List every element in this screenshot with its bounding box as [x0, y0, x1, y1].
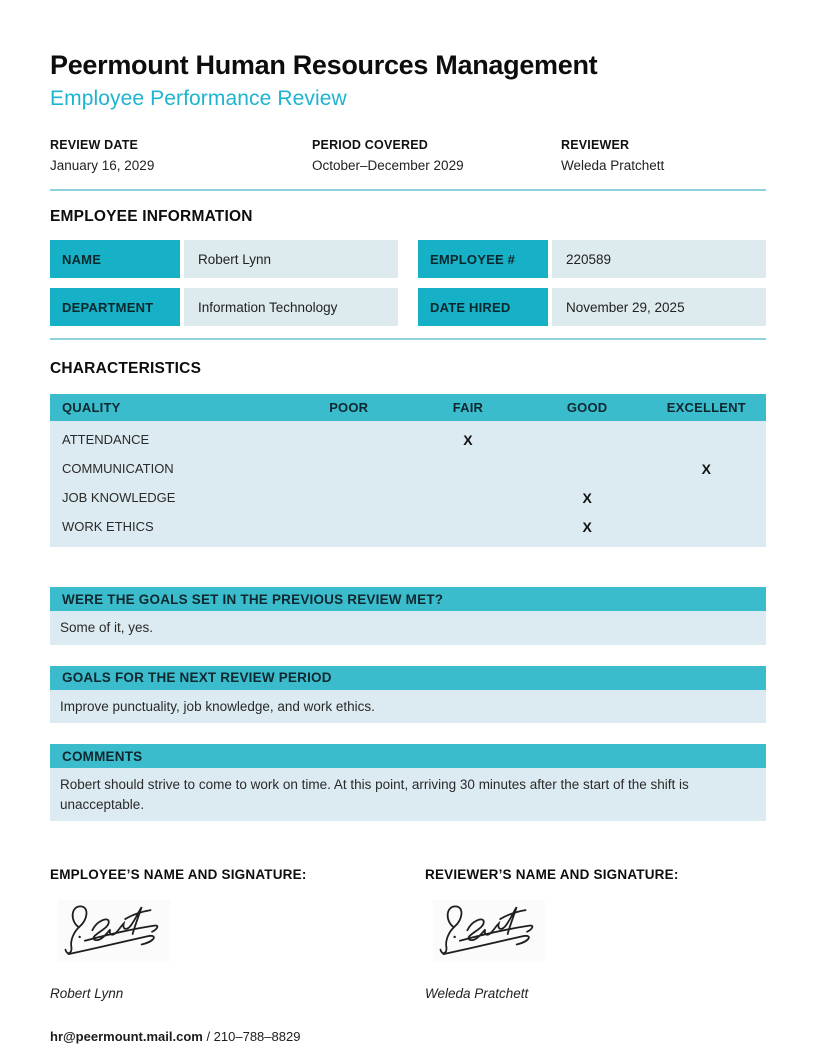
- column-header-quality: QUALITY: [62, 400, 121, 416]
- quality-label: JOB KNOWLEDGE: [62, 490, 176, 506]
- characteristics-table: [50, 394, 766, 547]
- section-comments: [50, 744, 766, 821]
- rating-mark-excellent: X: [701, 460, 712, 477]
- reviewer-name: Weleda Pratchett: [425, 986, 529, 1002]
- characteristics-header-row: [50, 394, 766, 421]
- reviewer-signature-image: [433, 900, 545, 962]
- previous-goals-heading: WERE THE GOALS SET IN THE PREVIOUS REVIEW MET?: [50, 587, 766, 611]
- page-subtitle: Employee Performance Review: [50, 87, 347, 111]
- quality-label: ATTENDANCE: [62, 432, 150, 448]
- table-row-communication: [50, 454, 766, 483]
- field-date-hired: [418, 288, 766, 326]
- field-name: [50, 240, 398, 278]
- reviewer-value: Weleda Pratchett: [561, 158, 665, 174]
- field-date-hired-label: DATE HIRED: [418, 288, 548, 326]
- employee-signature-heading: EMPLOYEE’S NAME AND SIGNATURE:: [50, 867, 307, 883]
- quality-label: COMMUNICATION: [62, 461, 174, 477]
- field-name-label: NAME: [50, 240, 180, 278]
- divider: [50, 338, 766, 340]
- column-header-fair: FAIR: [452, 400, 484, 416]
- period-covered-value: October–December 2029: [312, 158, 464, 174]
- rating-mark-fair: X: [463, 431, 473, 448]
- table-row-job-knowledge: [50, 483, 766, 512]
- characteristics-heading: CHARACTERISTICS: [50, 360, 202, 378]
- field-date-hired-value: November 29, 2025: [552, 288, 766, 326]
- footer-phone: 210–788–8829: [213, 1029, 301, 1045]
- review-meta: [50, 138, 766, 173]
- field-name-value: Robert Lynn: [184, 240, 398, 278]
- field-employee-number: [418, 240, 766, 278]
- table-row-attendance: [50, 425, 766, 454]
- employee-information-heading: EMPLOYEE INFORMATION: [50, 208, 253, 226]
- quality-label: WORK ETHICS: [62, 519, 154, 535]
- footer-email: hr@peermount.mail.com: [50, 1029, 203, 1045]
- table-row-work-ethics: [50, 512, 766, 541]
- section-previous-goals: [50, 587, 766, 645]
- column-header-good: GOOD: [566, 400, 608, 416]
- footer-contact: [50, 1029, 766, 1044]
- period-covered-label: PERIOD COVERED: [312, 138, 429, 153]
- field-department-value: Information Technology: [184, 288, 398, 326]
- next-goals-answer: Improve punctuality, job knowledge, and work ethics.: [50, 690, 766, 724]
- characteristics-body: [50, 421, 766, 547]
- meta-field-reviewer: [561, 138, 766, 173]
- reviewer-signature-heading: REVIEWER’S NAME AND SIGNATURE:: [425, 867, 679, 883]
- column-header-poor: POOR: [329, 400, 369, 416]
- employee-signature-block: [50, 867, 425, 1001]
- next-goals-heading: GOALS FOR THE NEXT REVIEW PERIOD: [50, 666, 766, 690]
- rating-mark-good: X: [582, 518, 592, 535]
- section-next-goals: [50, 666, 766, 724]
- signature-row: [50, 867, 766, 1001]
- review-date-label: REVIEW DATE: [50, 138, 139, 153]
- previous-goals-answer: Some of it, yes.: [50, 611, 766, 645]
- meta-field-review-date: [50, 138, 312, 173]
- rating-mark-good: X: [582, 489, 592, 506]
- employee-signature-image: [58, 900, 170, 962]
- page-title: Peermount Human Resources Management: [50, 50, 598, 80]
- field-employee-number-value: 220589: [552, 240, 766, 278]
- meta-field-period-covered: [312, 138, 561, 173]
- field-department: [50, 288, 398, 326]
- field-employee-number-label: EMPLOYEE #: [418, 240, 548, 278]
- reviewer-label: REVIEWER: [561, 138, 630, 153]
- column-header-excellent: EXCELLENT: [666, 400, 746, 416]
- footer-separator: /: [202, 1029, 214, 1045]
- employee-name: Robert Lynn: [50, 986, 124, 1002]
- field-department-label: DEPARTMENT: [50, 288, 180, 326]
- divider: [50, 189, 766, 191]
- review-date-value: January 16, 2029: [50, 158, 155, 174]
- reviewer-signature-block: [425, 867, 766, 1001]
- employee-information-grid: [50, 240, 766, 326]
- comments-heading: COMMENTS: [50, 744, 766, 768]
- comments-text: Robert should strive to come to work on time. At this point, arriving 30 minutes after the start of the shift is unacceptable.: [50, 768, 766, 821]
